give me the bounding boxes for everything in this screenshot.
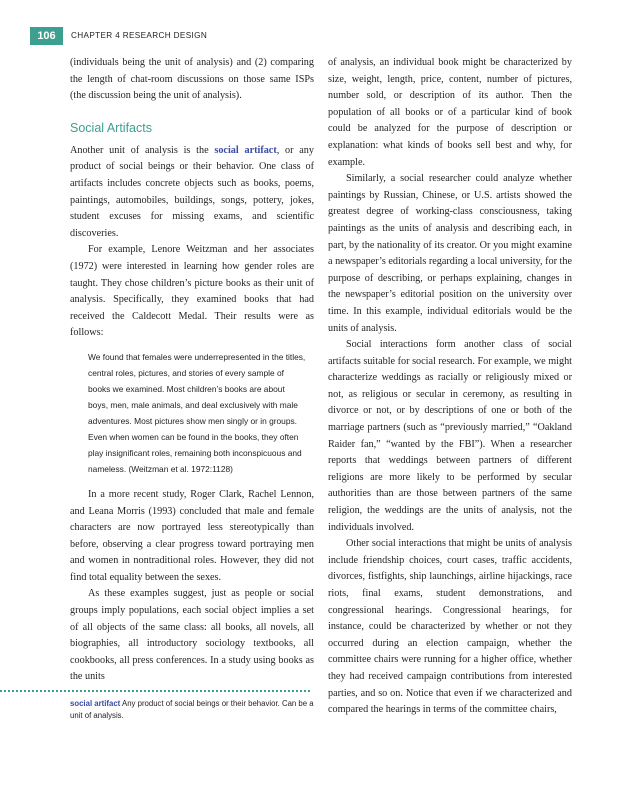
block-quote: We found that females were underrepresented in the titles, central roles, pictures, and stories of every sample of books we examined. Most children’s books are about boys, men, male animals, and deal exclusively with male adventures. Most pictures show men singly or in groups. Even when women can be found in the books, they often play insignificant roles, remaining both inconspicuous and nameless. (Weitzman et al. 1972:1128) [88,351,306,474]
right-paragraph-2: Similarly, a social researcher could analyze whether paintings by Russian, Chinese, or U.S. artists showed the greatest degree of working-class consciousness, taking paintings as the units of analysis and describing each, in part, by the nationality of its creator. Or you might examine a newspaper’s editorials regarding a local university, for the purpose of describing, or perhaps explaining, changes in the newspaper’s editorial position on the university over time. In this example, individual editorials would be the units of analysis. [328,173,572,334]
chapter-running-head: CHAPTER 4 RESEARCH DESIGN [71,31,208,40]
right-paragraph-4: Other social interactions that might be units of analysis include friendship choices, court cases, traffic accidents, divorces, fistfights, ship launchings, airline hijackings, race riots, final exams, student demonstrations, and congressional hearings. Congressional hearings, for instance, could be characterized by whether or not they occurred during an election campaign, whether the committee chairs were running for a higher office, whether they had received campaign contributions from interested parties, and so on. Notice that even if we characterized and compared the hearings in terms of the committee chairs, [328,538,572,716]
footnote-divider [0,690,310,692]
right-paragraph-3: Social interactions form another class of social artifacts suitable for social research. For example, we might characterize weddings as racially or religiously mixed or not, as religious or secular in ceremony, as resulting in divorce or not, or by descriptions of one or both of the marriage partners (such as “previously married,” “Oakland Raider fan,” “wanted by the FBI”). When a researcher reports that weddings between partners of different religions are more likely to be performed by secular authorities than are those between partners of the same religion, the weddings are the units of analysis, not the individuals involved. [328,339,572,533]
right-column [328,55,572,719]
right-paragraph-1: of analysis, an individual book might be characterized by size, weight, length, price, content, number of pictures, number sold, or description of its author. Then the population of all books or of a particular kind of book could be analyzed for the purpose of description or explanation: what kinds of books sell best and why, for example. [328,57,572,168]
footnote-definition: Any product of social beings or their behavior. Can be a unit of analysis. [70,699,314,720]
page-number: 106 [30,27,63,45]
section-heading: Social Artifacts [70,120,152,135]
glossary-footnote [70,698,314,722]
key-term-social-artifact: social artifact [214,144,277,156]
para-text: , or any product of social beings or their behavior. One class of artifacts includes concrete objects such as books, poems, paintings, automobiles, buildings, songs, pottery, jokes, student excuses for missing exams, and scientific discoveries. [70,144,314,239]
left-paragraph-1: (individuals being the unit of analysis) and (2) comparing the length of chat-room discussions on those same ISPs (the discussion being the unit of analysis). [70,57,314,102]
footnote-term: social artifact [70,699,121,708]
left-paragraph-4: In a more recent study, Roger Clark, Rachel Lennon, and Leana Morris (1993) concluded that male and female characters are now portrayed less stereotypically than before, observing a clear progress toward portraying men and women in nontraditional roles. However, they did not find total equality between the sexes. [70,488,314,583]
left-paragraph-5: As these examples suggest, just as people or social groups imply populations, each social object implies a set of all objects of the same class: all books, all novels, all biographies, all introductory sociology textbooks, all cookbooks, all press conferences. In a study using books as the units [70,588,314,683]
left-paragraph-2 [70,143,314,243]
para-text: Another unit of analysis is the [70,144,215,156]
left-column [70,55,314,686]
left-paragraph-3: For example, Lenore Weitzman and her associates (1972) were interested in learning how gender roles are taught. They chose children’s picture books as their unit of analysis. Specifically, they examined books that had received the Caldecott Medal. Their results were as follows: [70,244,314,339]
